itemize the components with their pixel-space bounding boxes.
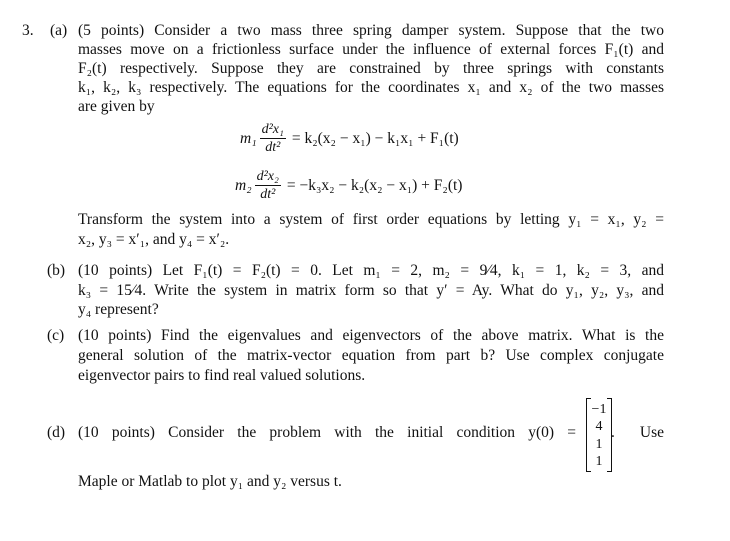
vector-entry: 1 — [595, 437, 603, 452]
vector-entry: −1 — [591, 402, 607, 417]
initial-condition-vector — [586, 398, 612, 472]
part-c-line-3: eigenvector pairs to find real valued solutions. — [78, 367, 366, 384]
eq1-denominator: dt² — [265, 140, 281, 155]
equation-2 — [235, 169, 462, 202]
vector-entry: 1 — [595, 454, 603, 469]
vector-entry: 4 — [595, 419, 603, 434]
eq2-rhs: = −k₃x₂ − k₂(x₂ − x₁) + F₂(t) — [286, 176, 463, 194]
part-a-label: (a) — [50, 22, 68, 39]
part-c-line-2: general solution of the matrix-vector equation from part b? Use complex conjugate — [78, 347, 664, 364]
eq1-numerator: d²x₁ — [261, 122, 284, 137]
eq2-numerator: d²x₂ — [256, 169, 279, 184]
eq1-fraction — [260, 122, 286, 155]
part-b-line-1: (10 points) Let F₁(t) = F₂(t) = 0. Let m₁ = 2, m₂ = 9⁄4, k₁ = 1, k₂ = 3, and — [78, 262, 664, 279]
eq2-coef: m₂ — [235, 176, 252, 194]
part-c-line-1: (10 points) Find the eigenvalues and eigenvectors of the above matrix. What is the — [78, 327, 664, 344]
eq1-coef: m₁ — [240, 129, 257, 147]
equation-1 — [240, 122, 459, 155]
part-b-line-2: k₃ = 15⁄4. Write the system in matrix form so that y′ = Ay. What do y₁, y₂, y₃, and — [78, 282, 664, 299]
part-a-after-2: x₂, y₃ = x′₁, and y₄ = x′₂. — [78, 231, 230, 248]
eq2-denominator: dt² — [260, 187, 276, 202]
eq1-rhs: = k₂(x₂ − x₁) − k₁x₁ + F₁(t) — [291, 129, 459, 147]
part-d-after-vector: . Use — [611, 424, 664, 441]
part-c-label: (c) — [47, 327, 65, 344]
eq2-fraction — [255, 169, 281, 202]
part-d-last-line: Maple or Matlab to plot y₁ and y₂ versus t. — [78, 473, 342, 490]
problem-number: 3. — [22, 22, 34, 39]
part-a-line-4: k₁, k₂, k₃ respectively. The equations for the coordinates x₁ and x₂ of the two masses — [78, 79, 664, 96]
part-d-text: (10 points) Consider the problem with the initial condition y(0) = — [78, 424, 576, 441]
part-a-line-5: are given by — [78, 98, 155, 115]
part-a-line-1: (5 points) Consider a two mass three spring damper system. Suppose that the two — [78, 22, 664, 39]
part-a-after-1: Transform the system into a system of first order equations by letting y₁ = x₁, y₂ = — [78, 211, 664, 228]
part-d-label: (d) — [47, 424, 66, 441]
part-b-line-3: y₄ represent? — [78, 301, 159, 318]
part-a-line-3: F₂(t) respectively. Suppose they are constrained by three springs with constants — [78, 60, 664, 77]
part-b-label: (b) — [47, 262, 66, 279]
part-a-line-2: masses move on a frictionless surface under the influence of external forces F₁(t) and — [78, 41, 664, 58]
